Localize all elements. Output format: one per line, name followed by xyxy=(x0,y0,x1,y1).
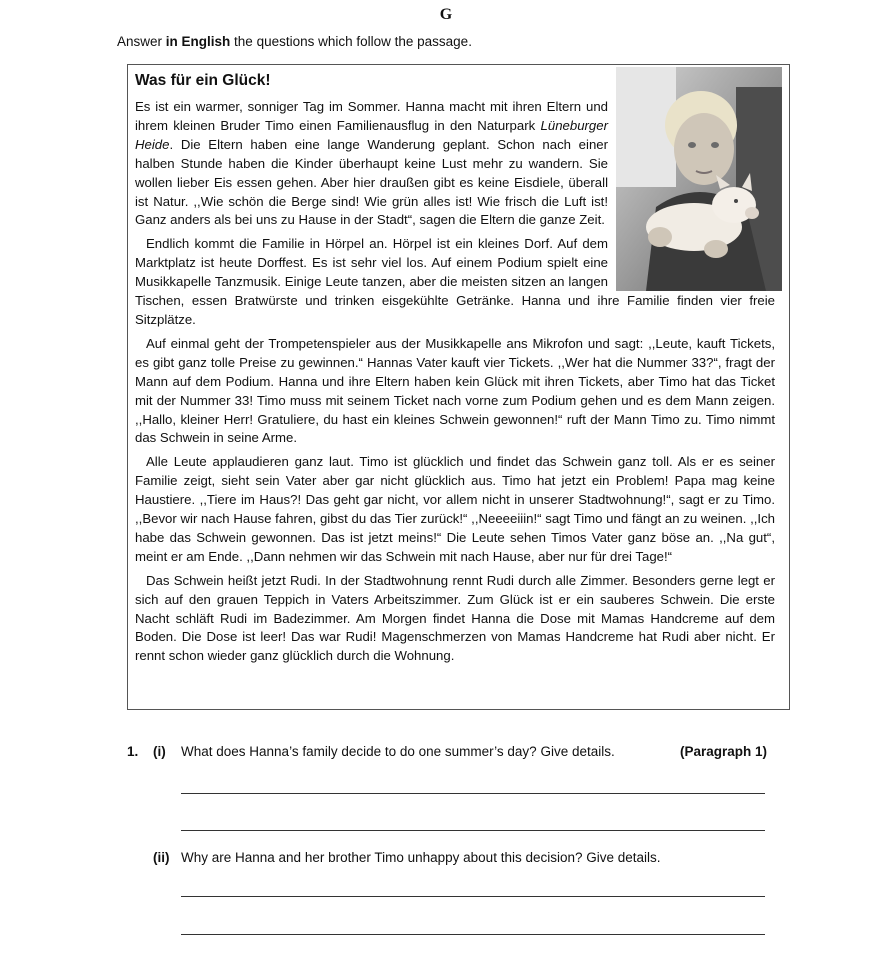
paragraph-2: Endlich kommt die Familie in Hörpel an. Hörpel ist ein kleines Dorf. Auf dem Marktplatz ist heute Dorffest. Es ist sehr viel los. Auf einem Podium spielt eine Musikkapelle Tanzmusik. Einige Leute tanzen, aber die meisten sitzen an langen Tischen, essen Bratwürste und trinken eisgekühlte Getränke. Hanna und ihre Familie finden vier freie Sitzplätze. xyxy=(135,236,775,327)
paragraph-1-b: . Die Eltern haben eine lange Wanderung geplant. Schon nach einer halben Stunde haben die Kinder überhaupt keine Lust mehr zu wandern. Sie wollen lieber Eis essen gehen. Aber hier draußen gibt es keine Eisdiele, überall ist Natur. ,,Wie schön die Berge sind! Wie grün alles ist! Wie frisch die Luft ist! Ganz anders als bei uns zu Hause in der Stadt“, sagen die Eltern die ganze Zeit. xyxy=(135,136,608,228)
answer-line[interactable] xyxy=(181,934,765,935)
instruction-post: the questions which follow the passage. xyxy=(230,34,472,49)
paragraph-3: Auf einmal geht der Trompetenspieler aus der Musikkapelle ans Mikrofon und sagt: ,,Leute, kauft Tickets, es gibt ganz tolle Preise zu gewinnen.“ Hannas Vater kauft vier Tickets. ,,Wer hat die Nummer 33?“, fragt der Mann auf dem Podium. Hanna und ihre Eltern haben kein Glück mit ihren Tickets, aber Timo hat das Ticket mit der Nummer 33! Timo muss mit seinem Ticket nach vorne zum Podium gehen und es dem Mann zeigen. ,,Hallo, kleiner Herr! Gratuliere, du hast ein kleines Schwein gewonnen!“ ruft der Mann Timo zu. Timo nimmt das Schwein in seine Arme. xyxy=(135,335,775,446)
question-i-label: (i) xyxy=(153,744,166,759)
paragraph-5: Das Schwein heißt jetzt Rudi. In der Stadtwohnung rennt Rudi durch alle Zimmer. Besonders gerne legt er sich auf den grauen Teppich in Vaters Arbeitszimmer. Zum Glück ist er ein sauberes Schwein. Die erste Nacht schläft Rudi im Badezimmer. Am Morgen findet Hanna die Dose mit Mamas Handcreme auf dem Boden. Die Dose ist leer! Das war Rudi! Magenschmerzen von Mamas Handcreme hat Rudi aber nicht. Er rennt schon wieder ganz glücklich durch die Wohnung. xyxy=(135,572,775,664)
paragraph-4: Alle Leute applaudieren ganz laut. Timo ist glücklich und findet das Schwein ganz toll. Als er es seiner Familie zeigt, sieht sein Vater aber gar nicht glücklich aus. Timo hat jetzt ein Problem! Papa mag keine Haustiere. ,,Tiere im Haus?! Das geht gar nicht, vor allem nicht in unserer Stadtwohnung!“, sagt er zu Timo. ,,Bevor wir nach Hause fahren, gibst du das Tier zurück!“ ,,Neeeeiiin!“ sagt Timo und fängt an zu weinen. ,,Ich habe das Schwein gewonnen. Das ist jetzt meins!“ Die Leute sehen Timos Vater ganz böse an. ,,Na gut“, meint er am Ende. ,,Dann nehmen wir das Schwein mit nach Hause, aber nur für drei Tage!“ xyxy=(135,454,775,564)
answer-line[interactable] xyxy=(181,793,765,794)
question-i-paragraph-ref: (Paragraph 1) xyxy=(680,744,768,759)
instruction-bold: in English xyxy=(165,34,231,49)
photo-illustration xyxy=(616,67,782,291)
answer-line[interactable] xyxy=(181,896,765,897)
instruction xyxy=(117,34,472,49)
paragraph-1-italic: Lüneburger Heide xyxy=(135,117,608,152)
question-ii-text: Why are Hanna and her brother Timo unhappy about this decision? Give details. xyxy=(181,850,661,865)
passage-box xyxy=(127,64,790,710)
paragraph-1-a: Es ist ein warmer, sonniger Tag im Sommer. Hanna macht mit ihren Eltern und ihrem kleinen Bruder Timo einen Familienausflug in den Naturpark xyxy=(135,99,608,133)
answer-line[interactable] xyxy=(181,830,765,831)
question-i-text: What does Hanna’s family decide to do one summer’s day? Give details. xyxy=(181,744,615,759)
section-letter: G xyxy=(439,6,453,23)
question-ii-label: (ii) xyxy=(153,850,170,865)
passage-content xyxy=(135,71,775,671)
instruction-pre: Answer xyxy=(117,34,166,49)
passage-title: Was für ein Glück! xyxy=(135,72,271,89)
question-number: 1. xyxy=(127,744,139,759)
boy-holding-piglet-photo xyxy=(616,67,782,291)
